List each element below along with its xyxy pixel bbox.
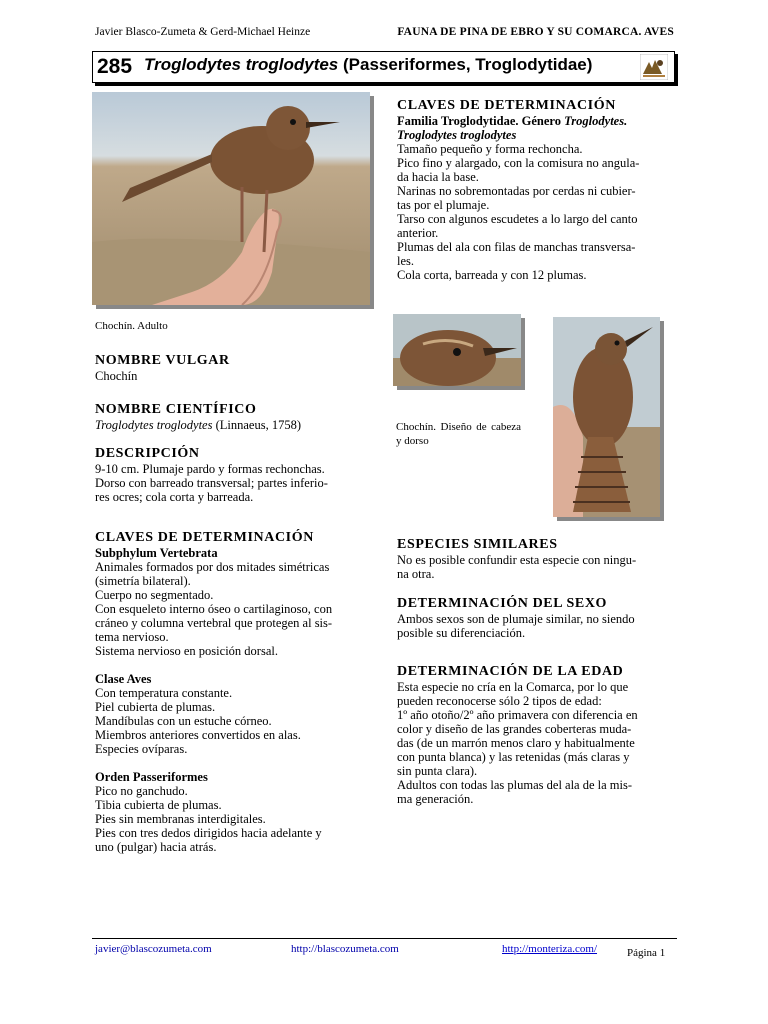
text-line: Adultos con todas las plumas del ala de la mis- (397, 778, 633, 792)
text-line: Esta especie no cría en la Comarca, por lo que (397, 680, 629, 694)
text-line: sin punta clara). (397, 764, 478, 778)
text-line: Tibia cubierta de plumas. (95, 798, 222, 812)
text-line: les. (397, 254, 415, 268)
text-line: Pico fino y alargado, con la comisura no angula- (397, 156, 640, 170)
section-heading: NOMBRE CIENTÍFICO (95, 402, 257, 417)
section-sexo (397, 596, 675, 640)
text-line: Con esqueleto interno óseo o cartilaginoso, con (95, 602, 333, 616)
scientific-name: Troglodytes troglodytes (95, 418, 213, 432)
section-nombre-cientifico (95, 402, 373, 432)
section-heading: DETERMINACIÓN DEL SEXO (397, 596, 608, 611)
description-text (95, 462, 373, 504)
text-line: Pico no ganchudo. (95, 784, 188, 798)
text-line: con punta blanca) y las retenidas (más claras y (397, 750, 630, 764)
header-authors: Javier Blasco-Zumeta & Gerd-Michael Heinze (95, 26, 311, 38)
text-line: Ambos sexos son de plumaje similar, no siendo (397, 612, 635, 626)
text-line: Miembros anteriores convertidos en alas. (95, 728, 301, 742)
text-line: ma generación. (397, 792, 474, 806)
text-line: Animales formados por dos mitades simétricas (95, 560, 330, 574)
text-line: uno (pulgar) hacia atrás. (95, 840, 217, 854)
section-descripcion (95, 446, 373, 504)
key-group-vertebrata (95, 546, 373, 658)
detail-photo-caption: Chochín. Diseño de cabeza y dorso (396, 421, 521, 447)
monteriza-logo-icon (640, 54, 668, 80)
species-title-box (92, 51, 675, 83)
footer-email-link[interactable]: javier@blascozumeta.com (95, 943, 212, 955)
group-title: Subphylum Vertebrata (95, 546, 218, 560)
text-line: 1º año otoño/2º año primavera con diferencia en (397, 708, 638, 722)
group-title: Clase Aves (95, 672, 152, 686)
species-taxonomy: (Passeriformes, Troglodytidae) (343, 55, 593, 74)
wren-head-image (393, 314, 521, 386)
text-line: 9-10 cm. Plumaje pardo y formas rechonchas. (95, 462, 325, 476)
photo-back-detail (553, 317, 660, 517)
wren-on-hand-image (92, 92, 370, 305)
text-line: das (de un marrón menos claro y habitualmente (397, 736, 635, 750)
text-line: Cuerpo no segmentado. (95, 588, 214, 602)
text-line: color y diseño de las grandes coberteras muda- (397, 722, 632, 736)
age-text (397, 680, 675, 806)
text-line: No es posible confundir esta especie con ningu- (397, 553, 637, 567)
text-line: na otra. (397, 567, 435, 581)
text-line: Plumas del ala con filas de manchas transversa- (397, 240, 636, 254)
section-nombre-vulgar (95, 353, 373, 383)
key-group-aves (95, 672, 373, 756)
section-especies-similares (397, 537, 675, 581)
footer-divider (92, 938, 677, 939)
text-line: tas por el plumaje. (397, 198, 490, 212)
scientific-author: (Linnaeus, 1758) (212, 418, 302, 432)
species-line: Troglodytes troglodytes (397, 128, 517, 142)
species-name: Troglodytes troglodytes (144, 55, 339, 74)
main-photo-wren-adult (92, 92, 370, 305)
sex-text (397, 612, 675, 640)
text-line: Pies sin membranas interdigitales. (95, 812, 266, 826)
section-heading: CLAVES DE DETERMINACIÓN (95, 530, 314, 545)
species-number: 285 (97, 55, 133, 78)
text-line: Narinas no sobremontadas por cerdas ni cubier- (397, 184, 636, 198)
text-line: pueden reconocerse sólo 2 tipos de edad: (397, 694, 602, 708)
section-heading: DESCRIPCIÓN (95, 446, 200, 461)
main-photo-caption: Chochín. Adulto (95, 320, 168, 332)
species-title (144, 55, 592, 75)
page-number: Página 1 (627, 947, 666, 959)
text-line: cráneo y columna vertebral que protegen al sis- (95, 616, 333, 630)
section-heading: NOMBRE VULGAR (95, 353, 230, 368)
text-line: Cola corta, barreada y con 12 plumas. (397, 268, 587, 282)
text-line: tema nervioso. (95, 630, 169, 644)
wren-back-image (553, 317, 660, 517)
key-group-passeriformes (95, 770, 373, 854)
text-line: Mandíbulas con un estuche córneo. (95, 714, 272, 728)
header-series-title: FAUNA DE PINA DE EBRO Y SU COMARCA. AVES (397, 26, 674, 38)
text-line: (simetría bilateral). (95, 574, 191, 588)
text-line: da hacia la base. (397, 170, 479, 184)
text-line: Piel cubierta de plumas. (95, 700, 216, 714)
section-claves-left (95, 530, 373, 854)
text-line: anterior. (397, 226, 439, 240)
text-line: Con temperatura constante. (95, 686, 233, 700)
text-line: posible su diferenciación. (397, 626, 526, 640)
text-line: Dorso con barreado transversal; partes inferio- (95, 476, 328, 490)
section-heading: DETERMINACIÓN DE LA EDAD (397, 664, 624, 679)
text-line: Pies con tres dedos dirigidos hacia adelante y (95, 826, 322, 840)
family-keys (397, 114, 675, 282)
text-line: Sistema nervioso en posición dorsal. (95, 644, 278, 658)
footer-monteriza-link[interactable]: http://monteriza.com/ (502, 943, 598, 955)
group-title: Orden Passeriformes (95, 770, 208, 784)
similar-species-text (397, 553, 675, 581)
section-edad (397, 664, 675, 806)
photo-head-detail (393, 314, 521, 386)
text-line: Especies ovíparas. (95, 742, 188, 756)
section-claves-right (397, 98, 675, 282)
text-line: Tarso con algunos escudetes a lo largo del canto (397, 212, 638, 226)
text-line: res ocres; cola corta y barreada. (95, 490, 254, 504)
text-line: Tamaño pequeño y forma rechoncha. (397, 142, 583, 156)
section-heading: ESPECIES SIMILARES (397, 537, 558, 552)
common-name: Chochín (95, 369, 138, 383)
footer-blascozumeta-link[interactable]: http://blascozumeta.com (291, 943, 399, 955)
section-heading: CLAVES DE DETERMINACIÓN (397, 98, 616, 113)
genus-name: Troglodytes. (564, 114, 628, 128)
family-prefix: Familia Troglodytidae. Género (397, 114, 565, 128)
scientific-name-line (95, 418, 373, 432)
family-line (397, 114, 675, 128)
